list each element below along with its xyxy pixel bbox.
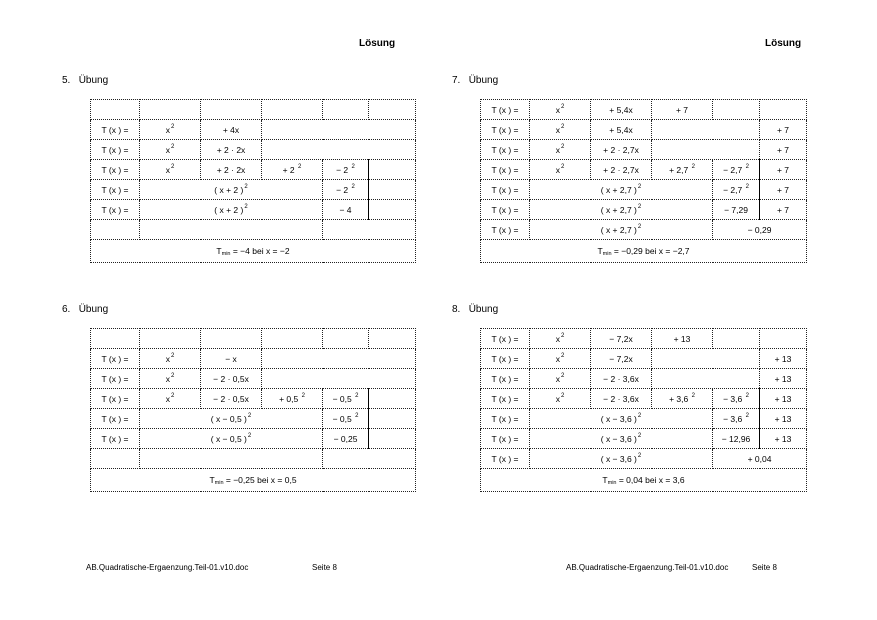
term-cell: − x [201, 349, 262, 369]
lhs-cell: T (x ) = [91, 389, 140, 409]
constant-cell: + 7 [760, 200, 807, 220]
footer-filename-left: AB.Quadratische-Ergaenzung.Teil-01.v10.doc [86, 563, 249, 572]
lhs-cell: T (x ) = [481, 160, 530, 180]
table-row [91, 160, 416, 180]
table-row [481, 329, 807, 349]
constant-cell: − 0,25 [323, 429, 369, 449]
exercise-8-label: 8. Übung [452, 304, 499, 315]
exercise-5-label: 5. Übung [62, 75, 109, 86]
constant-cell: + 13 [760, 369, 807, 389]
table-row [91, 180, 416, 200]
table-row [481, 120, 807, 140]
table-row [91, 369, 416, 389]
term-cell: − 2 · 0,5x [201, 369, 262, 389]
summary-row [91, 469, 416, 492]
table-row [481, 160, 807, 180]
summary-row [481, 469, 807, 492]
term-cell: + 2 · 2x [201, 160, 262, 180]
table-row [91, 389, 416, 409]
tmin-result: $T_{min} = -4$ bei x = −2 [91, 240, 416, 263]
lhs-cell: T (x ) = [481, 220, 530, 240]
sub-square-cell: − 2,7 $^2$ [713, 160, 760, 180]
add-square-cell: + 3,6 $^2$ [652, 389, 713, 409]
constant-cell: + 7 [652, 100, 713, 120]
exercise-6-label: 6. Übung [62, 304, 109, 315]
table-row [91, 220, 416, 240]
tmin-result: $T_{min} = -0,25$ bei x = 0,5 [91, 469, 416, 492]
table-row [481, 100, 807, 120]
table-row [91, 449, 416, 469]
x-squared: $x^2$ [140, 389, 201, 409]
table-row [91, 409, 416, 429]
summary-row [481, 240, 807, 263]
lhs-cell: T (x ) = [481, 349, 530, 369]
x-squared: $x^2$ [530, 120, 591, 140]
binomial-cell: ( x − 3,6 )$^2$ [530, 409, 713, 429]
exercise-6-table [90, 328, 416, 492]
lhs-cell: T (x ) = [481, 140, 530, 160]
footer-filename-right: AB.Quadratische-Ergaenzung.Teil-01.v10.doc [566, 563, 729, 572]
binomial-cell: ( x + 2,7 )$^2$ [530, 200, 713, 220]
term-cell: + 5,4x [591, 120, 652, 140]
sub-square-cell: − 0,5 $^2$ [323, 389, 369, 409]
summary-row [91, 240, 416, 263]
constant-cell: + 13 [760, 349, 807, 369]
exercise-5-table [90, 99, 416, 263]
lhs-cell: T (x ) = [481, 180, 530, 200]
x-squared: $x^2$ [140, 369, 201, 389]
footer-page-left: Seite 8 [312, 563, 337, 572]
tmin-result: $T_{min} = 0,04$ bei x = 3,6 [481, 469, 807, 492]
table-row [91, 329, 416, 349]
lhs-cell: T (x ) = [91, 349, 140, 369]
exercise-7-label: 7. Übung [452, 75, 499, 86]
binomial-cell: ( x − 3,6 )$^2$ [530, 449, 713, 469]
sub-square-cell: − 3,6 $^2$ [713, 409, 760, 429]
footer-page-right: Seite 8 [752, 563, 777, 572]
lhs-cell: T (x ) = [481, 429, 530, 449]
term-cell: − 7,2x [591, 329, 652, 349]
constant-cell: − 4 [323, 200, 369, 220]
term-cell: + 2 · 2x [201, 140, 262, 160]
term-cell: − 2 · 3,6x [591, 389, 652, 409]
constant-cell: + 13 [760, 409, 807, 429]
table-row [481, 369, 807, 389]
constant-cell: + 13 [760, 389, 807, 409]
term-cell: + 2 · 2,7x [591, 140, 652, 160]
constant-cell: + 13 [652, 329, 713, 349]
constant-cell: − 12,96 [713, 429, 760, 449]
term-cell: − 7,2x [591, 349, 652, 369]
x-squared: $x^2$ [530, 349, 591, 369]
lhs-cell: T (x ) = [91, 409, 140, 429]
lhs-cell: T (x ) = [481, 100, 530, 120]
binomial-cell: ( x + 2,7 )$^2$ [530, 180, 713, 200]
constant-cell: + 7 [760, 140, 807, 160]
sub-square-cell: − 2,7 $^2$ [713, 180, 760, 200]
table-row [91, 349, 416, 369]
term-cell: + 5,4x [591, 100, 652, 120]
solution-header-right: Lösung [765, 38, 802, 49]
constant-cell: + 13 [760, 429, 807, 449]
x-squared: $x^2$ [530, 160, 591, 180]
lhs-cell: T (x ) = [91, 200, 140, 220]
table-row [481, 389, 807, 409]
solution-header-left: Lösung [359, 38, 396, 49]
combined-constant-cell: − 0,29 [713, 220, 807, 240]
table-row [481, 449, 807, 469]
term-cell: + 4x [201, 120, 262, 140]
tmin-result: $T_{min} = -0,29$ bei x = −2,7 [481, 240, 807, 263]
lhs-cell: T (x ) = [91, 180, 140, 200]
table-row [91, 429, 416, 449]
lhs-cell: T (x ) = [481, 369, 530, 389]
x-squared: $x^2$ [140, 120, 201, 140]
x-squared: $x^2$ [530, 369, 591, 389]
table-row [481, 409, 807, 429]
table-row [481, 429, 807, 449]
add-square-cell: + 0,5 $^2$ [262, 389, 323, 409]
x-squared: $x^2$ [530, 100, 591, 120]
x-squared: $x^2$ [140, 160, 201, 180]
combined-constant-cell: + 0,04 [713, 449, 807, 469]
binomial-cell: ( x + 2 )$^2$ [140, 200, 323, 220]
term-cell: − 2 · 0,5x [201, 389, 262, 409]
constant-cell: + 7 [760, 120, 807, 140]
lhs-cell: T (x ) = [481, 200, 530, 220]
lhs-cell: T (x ) = [91, 160, 140, 180]
sub-square-cell: − 3,6 $^2$ [713, 389, 760, 409]
exercise-7-table [480, 99, 807, 263]
lhs-cell: T (x ) = [481, 389, 530, 409]
binomial-cell: ( x − 3,6 )$^2$ [530, 429, 713, 449]
x-squared: $x^2$ [530, 329, 591, 349]
binomial-cell: ( x − 0,5 )$^2$ [140, 409, 323, 429]
constant-cell: − 7,29 [713, 200, 760, 220]
table-row [481, 349, 807, 369]
table-row [91, 140, 416, 160]
lhs-cell: T (x ) = [481, 449, 530, 469]
term-cell: − 2 · 3,6x [591, 369, 652, 389]
lhs-cell: T (x ) = [91, 120, 140, 140]
term-cell: + 2 · 2,7x [591, 160, 652, 180]
sub-square-cell: − 2 $^2$ [323, 180, 369, 200]
lhs-cell: T (x ) = [91, 369, 140, 389]
binomial-cell: ( x + 2 )$^2$ [140, 180, 323, 200]
lhs-cell: T (x ) = [481, 409, 530, 429]
lhs-cell: T (x ) = [481, 120, 530, 140]
sub-square-cell: − 2 $^2$ [323, 160, 369, 180]
x-squared: $x^2$ [140, 140, 201, 160]
lhs-cell: T (x ) = [91, 429, 140, 449]
table-row [91, 120, 416, 140]
sub-square-cell: − 0,5 $^2$ [323, 409, 369, 429]
x-squared: $x^2$ [530, 140, 591, 160]
x-squared: $x^2$ [530, 389, 591, 409]
lhs-cell: T (x ) = [91, 140, 140, 160]
table-row [481, 140, 807, 160]
table-row [481, 180, 807, 200]
binomial-cell: ( x − 0,5 )$^2$ [140, 429, 323, 449]
table-row [481, 220, 807, 240]
exercise-8-table [480, 328, 807, 492]
add-square-cell: + 2 $^2$ [262, 160, 323, 180]
constant-cell: + 7 [760, 180, 807, 200]
table-row [91, 200, 416, 220]
lhs-cell: T (x ) = [481, 329, 530, 349]
table-row [91, 100, 416, 120]
table-row [481, 200, 807, 220]
add-square-cell: + 2,7 $^2$ [652, 160, 713, 180]
binomial-cell: ( x + 2,7 )$^2$ [530, 220, 713, 240]
constant-cell: + 7 [760, 160, 807, 180]
x-squared: $x^2$ [140, 349, 201, 369]
